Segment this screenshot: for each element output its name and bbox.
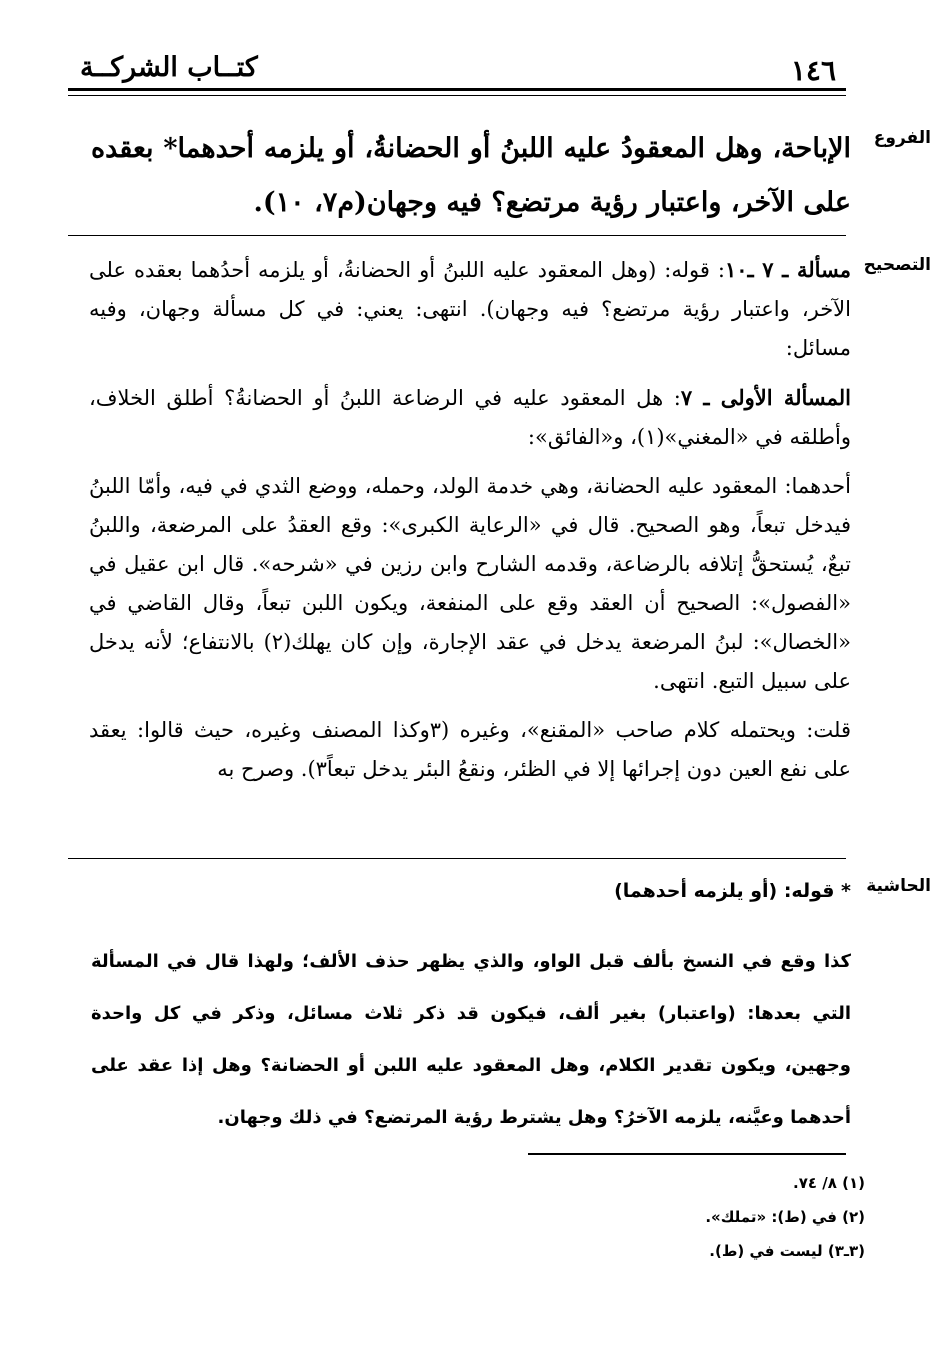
page-header [68,52,846,86]
side-label-furu: الفروع [873,128,931,148]
hashiya-text: كذا وقع في النسخ بألف قبل الواو، والذي يظهر حذف الألف؛ ولهذا قال في المسألة التي بعدها: (واعتبار) بغير ألف، فيكون قد ذكر ثلاث مسائل، وذكر في كل واحدة وجهين، ويكون تقدير الكلام، وهل المعقود عليه اللبن أو الحضانة؟ وهل إذا عقد على أحدهما وعيَّنه، يلزمه الآخرُ؟ وهل يشترط رؤية المرتضع؟ في ذلك وجهان. [91,951,851,1128]
tashih-paragraph-2 [89,378,851,457]
side-label-hashiya: الحاشية [866,876,931,896]
tashih-p1-text: : قوله: (وهل المعقود عليه اللبنُ أو الحضانةُ، أو يلزمه أحدُهما بعقده على الآخر، واعتبار رؤية مرتضع؟ فيه وجهان). انتهى: يعني: في كل مسألة وجهان، وفيه مسائل: [89,258,851,360]
running-title: كتــاب الشركــة [80,52,258,83]
side-label-tashih: التصحيح [863,255,931,275]
section-divider-2 [68,858,846,859]
header-rule-thick [68,88,846,91]
footnote-3: (٣ـ٣) ليست في (ط). [709,1242,865,1260]
tashih-p2-text: : هل المعقود عليه في الرضاعة اللبنُ أو الحضانةُ؟ أطلق الخلاف، وأطلقه في «المغني»(١)، و«الفائق»: [89,386,851,449]
tashih-paragraph-1 [89,250,851,368]
tashih-p2-lead: المسألة الأولى ـ ٧ [680,385,851,410]
footnote-2: (٢) في (ط): «تملك». [705,1208,865,1226]
tashih-section [89,250,851,799]
section-divider-1 [68,235,846,236]
furu-text: الإباحة، وهل المعقودُ عليه اللبنُ أو الحضانةُ، أو يلزمه أحدهما* بعقده على الآخر، واعتبار رؤية مرتضع؟ فيه وجهان(م٧، ١٠). [91,133,851,218]
hashiya-heading: * قوله: (أو يلزمه أحدهما) [614,880,851,902]
page-number: ١٤٦ [790,54,836,87]
footnote-1: (١) ٨/ ٧٤. [793,1174,865,1192]
tashih-paragraph-3: أحدهما: المعقود عليه الحضانة، وهي خدمة الولد، وحمله، ووضع الثدي في فيه، وأمّا اللبنُ فيدخل تبعاً، وهو الصحيح. قال في «الرعاية الكبرى»: وقع العقدُ على المرضعة، واللبنُ تبعٌ، يُستحقُّ إتلافه بالرضاعة، وقدمه الشارح وابن رزين في «شرحه». قال ابن عقيل في «الفصول»: الصحيح أن العقد وقع على المنفعة، ويكون اللبن تبعاً، وقال القاضي في «الخصال»: لبنُ المرضعة يدخل في عقد الإجارة، وإن كان يهلك(٢) بالانتفاع؛ لأنه يدخل على سبيل التبع. انتهى. [89,474,851,693]
header-rule-thin [68,95,846,96]
tashih-p1-lead: مسألة ـ ٧ ـ١٠ [724,257,851,282]
footnotes [365,1166,865,1268]
tashih-paragraph-4: قلت: ويحتمله كلام صاحب «المقنع»، وغيره (٣وكذا المصنف وغيره، حيث قالوا: يعقد على نفع العين دون إجرائها إلا في الظئر، ونقعُ البئر يدخل تبعاً٣). وصرح به [89,718,851,781]
footnote-separator [528,1153,846,1155]
